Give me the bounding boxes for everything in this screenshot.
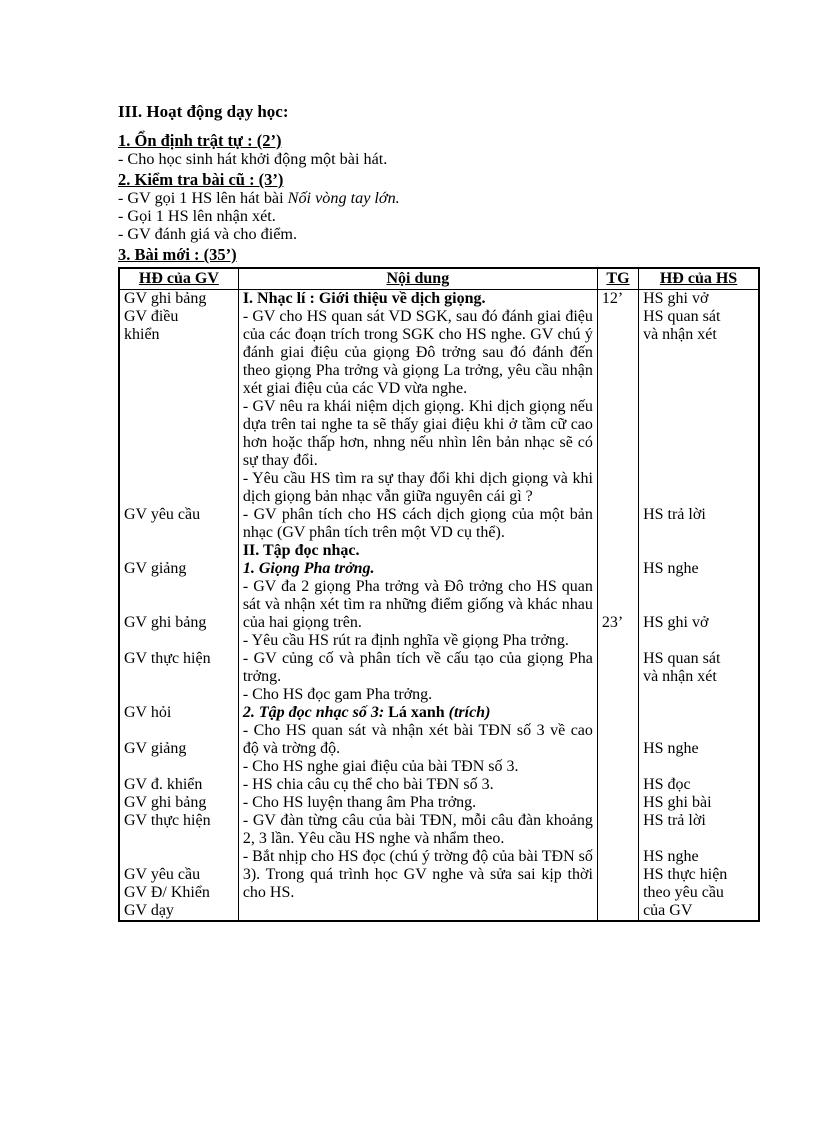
time-line xyxy=(602,578,634,596)
time-line xyxy=(602,380,634,398)
time-line xyxy=(602,308,634,326)
section-1-para-2: - GV nêu ra khái niệm dịch giọng. Khi dịch giọng nếu dựa trên tai nghe ta sẽ thấy giai điệu khi ở tầm cữ cao hơn hoặc thấp hơn, nhng nếu nhìn lên bản nhạc sẽ có sự thay đổi. xyxy=(242,398,593,469)
section-2-para-9: - GV đàn từng câu của bài TĐN, mỗi câu đàn khoảng 2, 3 lần. Yêu cầu HS nghe và nhẩm theo. xyxy=(242,812,593,847)
section-2-para-8: - Cho HS luyện thang âm Pha trởng. xyxy=(242,794,477,811)
time-line xyxy=(602,524,634,542)
heading-1-item: - Cho học sinh hát khởi động một bài hát. xyxy=(118,150,388,168)
student-activity-line xyxy=(643,596,754,614)
time-line xyxy=(602,506,634,524)
section-2-para-7: - HS chia câu cụ thể cho bài TĐN số 3. xyxy=(242,776,494,793)
student-activity-line: HS quan sát xyxy=(643,308,721,325)
time-line xyxy=(602,344,634,362)
teacher-activity-line xyxy=(124,578,234,596)
teacher-activity-line xyxy=(124,848,234,866)
col-header-teacher: HĐ của GV xyxy=(119,268,238,290)
student-activity-line xyxy=(643,722,754,740)
lesson-plan-table xyxy=(118,267,760,922)
student-activity-line xyxy=(643,380,754,398)
student-activity-line xyxy=(643,416,754,434)
time-line: 23’ xyxy=(601,614,624,631)
table-header-row xyxy=(119,268,759,290)
teacher-activity-line: GV giảng xyxy=(124,560,187,577)
student-activity-line xyxy=(643,578,754,596)
teacher-activity-cell xyxy=(119,290,238,922)
student-activity-line xyxy=(643,344,754,362)
teacher-activity-line xyxy=(124,524,234,542)
student-activity-line xyxy=(643,632,754,650)
student-activity-line xyxy=(643,542,754,560)
student-activity-line xyxy=(643,434,754,452)
student-activity-line: và nhận xét xyxy=(643,326,717,343)
time-line xyxy=(602,560,634,578)
teacher-activity-line: GV ghi bảng xyxy=(124,794,207,811)
lesson-page xyxy=(118,101,762,919)
student-activity-line xyxy=(643,524,754,542)
heading-2-item-3: - GV đánh giá và cho điểm. xyxy=(118,225,298,243)
time-line xyxy=(602,542,634,560)
heading-2-item-1: - GV gọi 1 HS lên hát bài Nối vòng tay lớn. xyxy=(118,189,400,207)
student-activity-line: HS thực hiện xyxy=(643,866,728,883)
teacher-activity-line xyxy=(124,722,234,740)
student-activity-line: của GV xyxy=(643,902,693,919)
student-activity-line xyxy=(643,452,754,470)
section-1-para-3: - Yêu cầu HS tìm ra sự thay đổi khi dịch giọng và khi dịch giọng bản nhạc vẫn giữa nguyên cái gì ? xyxy=(242,470,593,505)
heading-1: 1. Ổn định trật tự : (2’) xyxy=(118,131,282,150)
student-activity-line: HS quan sát xyxy=(643,650,721,667)
section-title: III. Hoạt động dạy học: xyxy=(118,102,289,121)
teacher-activity-line: GV thực hiện xyxy=(124,812,211,829)
section-2-sub-1: 1. Giọng Pha trởng. xyxy=(242,560,375,577)
section-2-para-1: - GV đa 2 giọng Pha trởng và Đô trởng cho HS quan sát và nhận xét tìm ra những điểm giống và khác nhau của hai giọng trên. xyxy=(242,578,593,631)
student-activity-line: HS trả lời xyxy=(643,812,706,829)
student-activity-line xyxy=(643,704,754,722)
teacher-activity-line: khiển xyxy=(124,326,160,343)
section-1-para-1: - GV cho HS quan sát VD SGK, sau đó đánh giai điệu của các đoạn trích trong SGK cho HS nghe. GV chú ý đánh giai điệu của giọng Đô trởng sau đó đánh đến theo giọng Pha trởng và giọng La trởng, yêu cầu nhận xét giai điệu của các VD vừa nghe. xyxy=(242,308,593,397)
teacher-activity-line xyxy=(124,344,234,362)
teacher-activity-line xyxy=(124,416,234,434)
heading-3: 3. Bài mới : (35’) xyxy=(118,245,237,264)
time-line xyxy=(602,596,634,614)
table-row xyxy=(119,290,759,922)
teacher-activity-line xyxy=(124,434,234,452)
student-activity-line: HS ghi vở xyxy=(643,290,709,307)
teacher-activity-line: GV hỏi xyxy=(124,704,172,721)
section-2-para-2: - Yêu cầu HS rút ra định nghĩa về giọng Pha trởng. xyxy=(242,632,569,649)
time-line xyxy=(602,362,634,380)
teacher-activity-line xyxy=(124,488,234,506)
student-activity-line xyxy=(643,398,754,416)
student-activity-line xyxy=(643,470,754,488)
teacher-activity-line xyxy=(124,542,234,560)
time-line xyxy=(602,470,634,488)
section-1-title: I. Nhạc lí : Giới thiệu về dịch giọng. xyxy=(242,290,486,307)
teacher-activity-line xyxy=(124,380,234,398)
student-activity-line: HS trả lời xyxy=(643,506,706,523)
section-2-para-5: - Cho HS quan sát và nhận xét bài TĐN số 3 về cao độ và trờng độ. xyxy=(242,722,593,757)
student-activity-line: HS nghe xyxy=(643,560,699,577)
student-activity-line xyxy=(643,686,754,704)
heading-2-item-2: - Gọi 1 HS lên nhận xét. xyxy=(118,207,276,225)
student-activity-line: HS đọc xyxy=(643,776,691,793)
student-activity-line xyxy=(643,758,754,776)
teacher-activity-line xyxy=(124,686,234,704)
teacher-activity-line xyxy=(124,452,234,470)
section-2-para-10: - Bắt nhịp cho HS đọc (chú ý trờng độ của bài TĐN số 3). Trong quá trình học GV nghe và sửa sai kịp thời cho HS. xyxy=(242,848,593,901)
student-activity-line xyxy=(643,830,754,848)
teacher-activity-line xyxy=(124,398,234,416)
col-header-content: Nội dung xyxy=(238,268,597,290)
student-activity-cell xyxy=(639,290,759,922)
teacher-activity-line: GV thực hiện xyxy=(124,650,211,667)
section-1-para-4: - GV phân tích cho HS cách dịch giọng của một bản nhạc (GV phân tích trên một VD cụ thể). xyxy=(242,506,593,541)
student-activity-line: HS nghe xyxy=(643,740,699,757)
section-2-para-4: - Cho HS đọc gam Pha trởng. xyxy=(242,686,433,703)
student-activity-line: và nhận xét xyxy=(643,668,717,685)
student-activity-line xyxy=(643,362,754,380)
heading-2: 2. Kiểm tra bài cũ : (3’) xyxy=(118,170,284,189)
section-2-para-6: - Cho HS nghe giai điệu của bài TĐN số 3. xyxy=(242,758,519,775)
teacher-activity-line xyxy=(124,362,234,380)
student-activity-line: HS nghe xyxy=(643,848,699,865)
time-line xyxy=(602,452,634,470)
teacher-activity-line xyxy=(124,596,234,614)
teacher-activity-line xyxy=(124,632,234,650)
student-activity-line xyxy=(643,488,754,506)
col-header-student: HĐ của HS xyxy=(639,268,759,290)
teacher-activity-line xyxy=(124,470,234,488)
teacher-activity-line: GV Đ/ Khiển xyxy=(124,884,210,901)
section-2-para-3: - GV củng cố và phân tích về cấu tạo của giọng Pha trởng. xyxy=(242,650,593,685)
student-activity-line: theo yêu cầu xyxy=(643,884,724,901)
time-line xyxy=(602,416,634,434)
time-line xyxy=(602,434,634,452)
time-line: 12’ xyxy=(601,290,624,307)
teacher-activity-line: GV điều xyxy=(124,308,179,325)
col-header-time: TG xyxy=(597,268,638,290)
teacher-activity-line: GV ghi bảng xyxy=(124,614,207,631)
time-line xyxy=(602,488,634,506)
teacher-activity-line xyxy=(124,758,234,776)
teacher-activity-line xyxy=(124,830,234,848)
teacher-activity-line: GV đ. khiển xyxy=(124,776,203,793)
section-2-sub-2: 2. Tập đọc nhạc số 3: Lá xanh (trích) xyxy=(242,704,491,721)
teacher-activity-line: GV ghi bảng xyxy=(124,290,207,307)
time-line xyxy=(602,398,634,416)
time-line xyxy=(602,326,634,344)
teacher-activity-line: GV yêu cầu xyxy=(124,866,201,883)
student-activity-line: HS ghi vở xyxy=(643,614,709,631)
student-activity-line: HS ghi bài xyxy=(643,794,712,811)
teacher-activity-line: GV dạy xyxy=(124,902,174,919)
teacher-activity-line xyxy=(124,668,234,686)
teacher-activity-line: GV yêu cầu xyxy=(124,506,201,523)
teacher-activity-line: GV giảng xyxy=(124,740,187,757)
section-2-title: II. Tập đọc nhạc. xyxy=(242,542,360,559)
time-cell xyxy=(597,290,638,922)
content-cell xyxy=(238,290,597,922)
